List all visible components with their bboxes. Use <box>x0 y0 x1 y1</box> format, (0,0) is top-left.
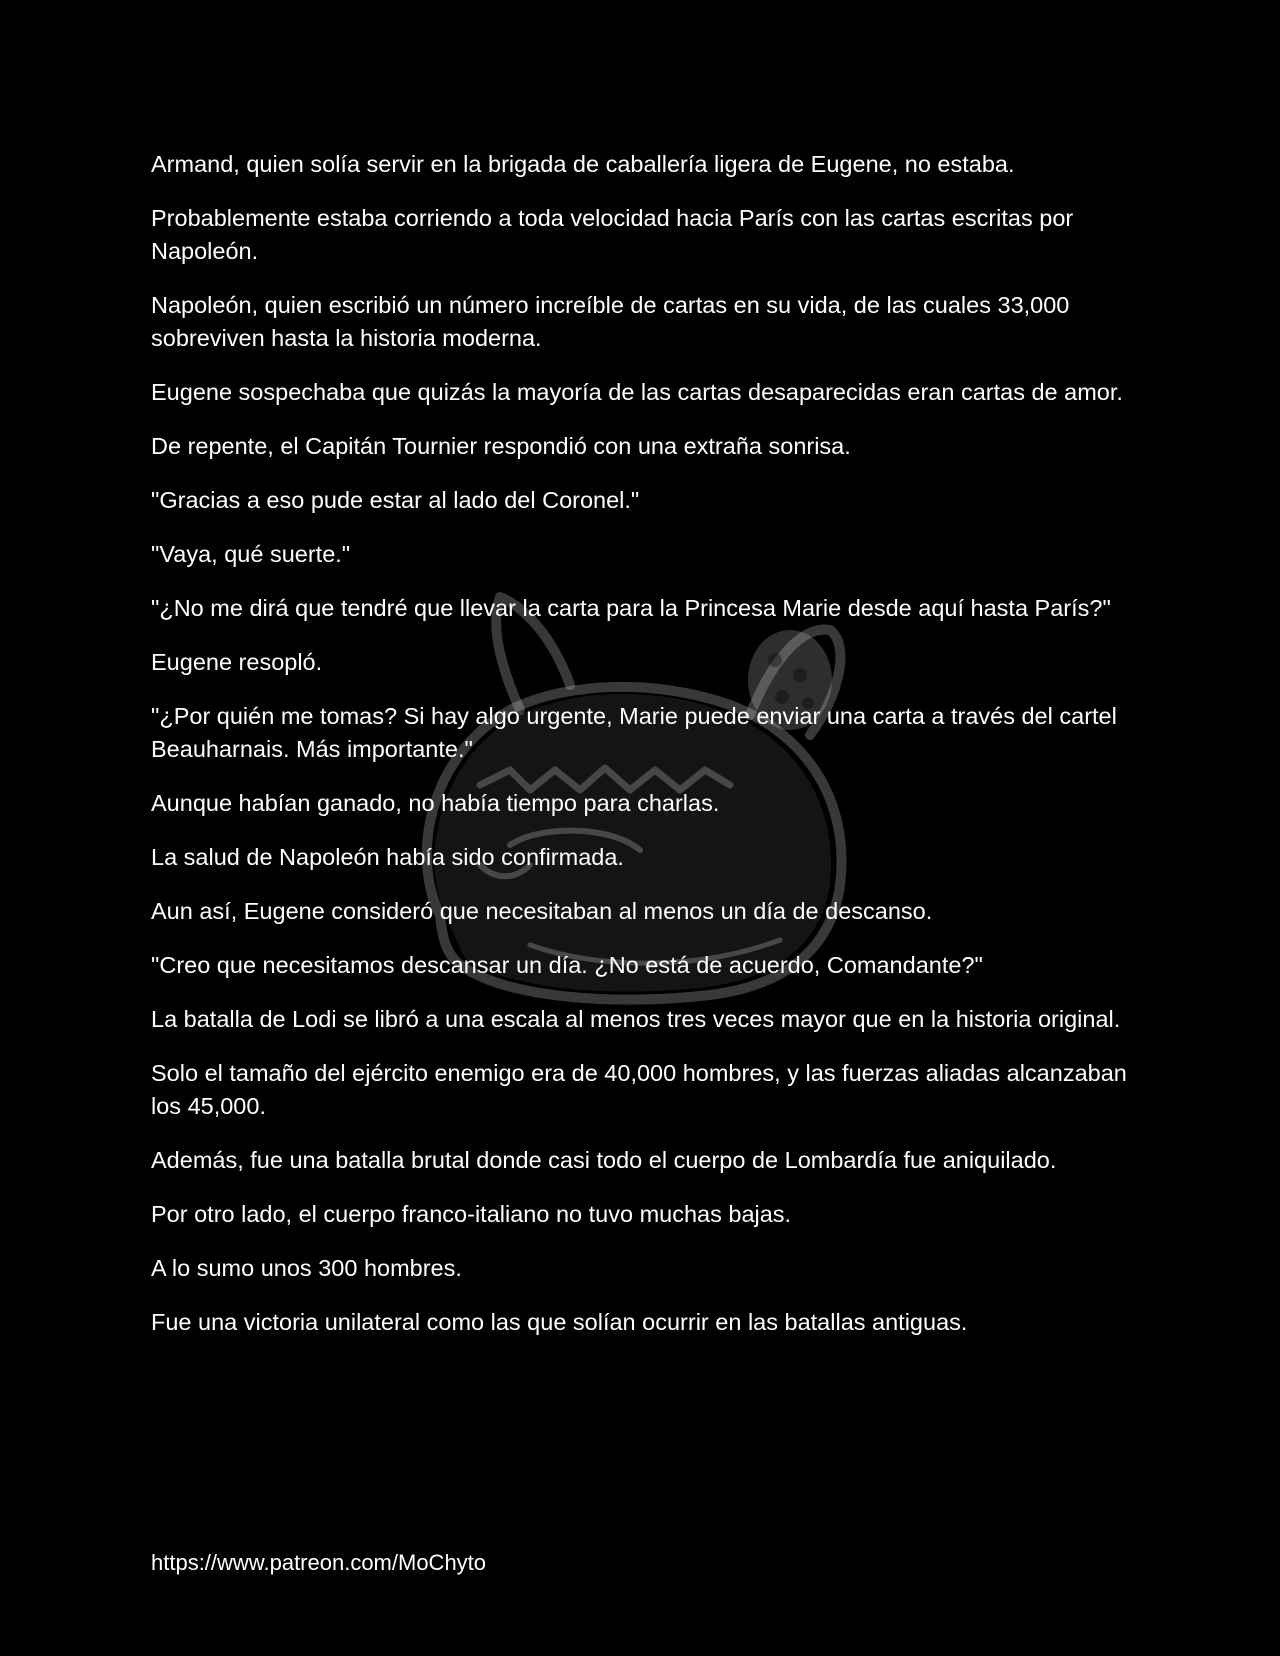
paragraph: "Gracias a eso pude estar al lado del Coronel." <box>151 487 640 513</box>
paragraph: Solo el tamaño del ejército enemigo era de 40,000 hombres, y las fuerzas aliadas alcanzaban los 45,000. <box>151 1060 1127 1119</box>
paragraph: De repente, el Capitán Tournier respondió con una extraña sonrisa. <box>151 433 851 459</box>
paragraph: La salud de Napoleón había sido confirmada. <box>151 844 624 870</box>
paragraph: Eugene resopló. <box>151 649 323 675</box>
paragraph: Aun así, Eugene consideró que necesitaban al menos un día de descanso. <box>151 898 933 924</box>
paragraph: La batalla de Lodi se libró a una escala al menos tres veces mayor que en la historia original. <box>151 1006 1121 1032</box>
paragraph: Napoleón, quien escribió un número increíble de cartas en su vida, de las cuales 33,000 sobreviven hasta la historia moderna. <box>151 292 1070 351</box>
paragraph: "¿Por quién me tomas? Si hay algo urgente, Marie puede enviar una carta a través del cartel Beauharnais. Más importante." <box>151 703 1117 762</box>
paragraph: "Creo que necesitamos descansar un día. ¿No está de acuerdo, Comandante?" <box>151 952 983 978</box>
paragraph: Por otro lado, el cuerpo franco-italiano no tuvo muchas bajas. <box>151 1201 792 1227</box>
paragraph: "¿No me dirá que tendré que llevar la carta para la Princesa Marie desde aquí hasta París?" <box>151 595 1111 621</box>
paragraph: Eugene sospechaba que quizás la mayoría de las cartas desaparecidas eran cartas de amor. <box>151 379 1123 405</box>
paragraph: A lo sumo unos 300 hombres. <box>151 1255 462 1281</box>
text-body <box>151 148 1141 1360</box>
paragraph: Además, fue una batalla brutal donde casi todo el cuerpo de Lombardía fue aniquilado. <box>151 1147 1057 1173</box>
paragraph: Probablemente estaba corriendo a toda velocidad hacia París con las cartas escritas por Napoleón. <box>151 205 1074 264</box>
paragraph: "Vaya, qué suerte." <box>151 541 351 567</box>
paragraph: Armand, quien solía servir en la brigada de caballería ligera de Eugene, no estaba. <box>151 151 1015 177</box>
paragraph: Aunque habían ganado, no había tiempo para charlas. <box>151 790 720 816</box>
paragraph: Fue una victoria unilateral como las que solían ocurrir en las batallas antiguas. <box>151 1309 968 1335</box>
patreon-link[interactable]: https://www.patreon.com/MoChyto <box>151 1550 487 1575</box>
